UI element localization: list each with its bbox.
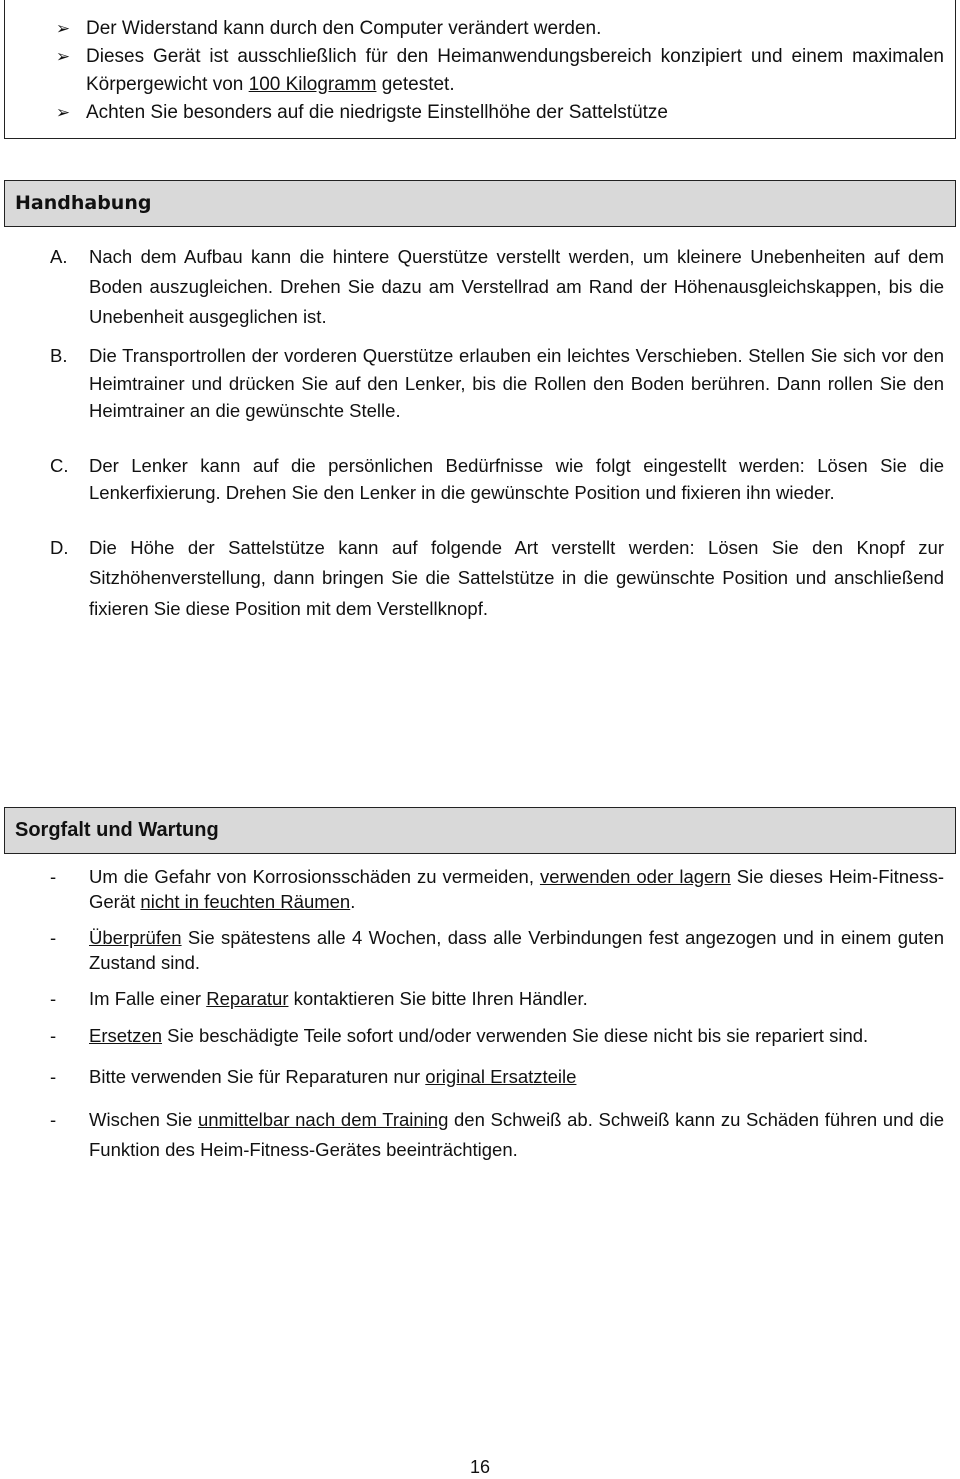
list-item bbox=[0, 1105, 960, 1165]
step-letter: A. bbox=[50, 246, 68, 267]
page-number: 16 bbox=[469, 1457, 491, 1477]
arrowhead-bullet-icon: ➢ bbox=[55, 47, 71, 66]
warning-text: Der Widerstand kann durch den Computer verändert werden. bbox=[86, 18, 602, 39]
dash-bullet: - bbox=[50, 866, 57, 887]
arrowhead-bullet-icon: ➢ bbox=[55, 103, 71, 122]
step-text: Nach dem Aufbau kann die hintere Querstütze verstellt werden, um kleinere Unebenheiten auf dem Boden auszugleichen. Drehen Sie dazu am Verstellrad am Rand der Höhenausgleichskappen, bis die Unebenheit ausgeglichen ist. bbox=[89, 246, 944, 327]
item-text: Sie dieses Heim-Fitness-Gerät bbox=[89, 866, 944, 912]
item-text: Im Falle einer bbox=[89, 988, 207, 1009]
warning-text: Achten Sie besonders auf die niedrigste Einstellhöhe der Sattelstütze bbox=[86, 102, 668, 123]
item-text: Sie beschädigte Teile sofort und/oder verwenden Sie diese nicht bis sie repariert sind. bbox=[162, 1025, 869, 1046]
underlined-text: Reparatur bbox=[206, 988, 289, 1009]
underlined-text: unmittelbar nach dem Training bbox=[197, 1109, 449, 1130]
dash-bullet: - bbox=[50, 1066, 57, 1087]
step-letter: D. bbox=[50, 536, 69, 558]
step-c bbox=[0, 452, 960, 507]
wartung-list bbox=[0, 864, 960, 1165]
step-d bbox=[0, 533, 960, 625]
handhabung-steps bbox=[0, 242, 960, 624]
warning-text-part: Dieses Gerät ist ausschließlich für den Heimanwendungsbereich konzipiert und einem maximalen Körpergewicht von bbox=[86, 46, 944, 95]
step-a bbox=[0, 242, 960, 332]
step-text: Der Lenker kann auf die persönlichen Bedürfnisse wie folgt eingestellt werden: Lösen Sie die Lenkerfixierung. Drehen Sie den Lenker in die gewünschte Position und fixieren ihn wieder. bbox=[89, 454, 944, 503]
warning-item bbox=[0, 15, 946, 43]
warning-text-part: getestet. bbox=[376, 74, 455, 95]
step-letter: C. bbox=[50, 454, 69, 476]
arrowhead-bullet-icon: ➢ bbox=[55, 19, 71, 38]
item-text: den Schweiß ab. Schweiß kann zu Schäden führen und die Funktion des Heim-Fitness-Gerätes beeinträchtigen. bbox=[89, 1109, 945, 1160]
item-text: Bitte verwenden Sie für Reparaturen nur bbox=[89, 1066, 426, 1087]
list-item bbox=[0, 1023, 960, 1048]
underlined-weight: 100 Kilogramm bbox=[248, 74, 377, 95]
section-heading-handhabung: Handhabung bbox=[4, 180, 956, 227]
item-text: . bbox=[350, 891, 356, 912]
item-text: Um die Gefahr von Korrosionsschäden zu vermeiden, bbox=[89, 866, 540, 887]
warning-text bbox=[86, 43, 946, 99]
step-text: Die Höhe der Sattelstütze kann auf folgende Art verstellt werden: Lösen Sie den Knopf zur Sitzhöhenverstellung, dann bringen Sie die Sattelstütze in die gewünschte Position und anschließend fixieren Sie diese Position mit dem Verstellknopf. bbox=[89, 536, 944, 619]
item-text: Sie spätestens alle 4 Wochen, dass alle Verbindungen fest angezogen und in einem guten Zustand sind. bbox=[89, 927, 944, 973]
warning-item bbox=[0, 99, 946, 127]
dash-bullet: - bbox=[50, 988, 57, 1009]
list-item bbox=[0, 925, 960, 975]
list-item bbox=[0, 986, 960, 1011]
underlined-text: Überprüfen bbox=[89, 927, 182, 948]
dash-bullet: - bbox=[50, 927, 57, 948]
list-item bbox=[0, 1064, 960, 1089]
dash-bullet: - bbox=[50, 1109, 57, 1130]
underlined-text: original Ersatzteile bbox=[425, 1066, 577, 1087]
underlined-text: verwenden oder lagern bbox=[539, 866, 731, 887]
item-text: kontaktieren Sie bitte Ihren Händler. bbox=[288, 988, 588, 1009]
underlined-text: Ersetzen bbox=[89, 1025, 163, 1046]
warning-list bbox=[0, 15, 946, 127]
section-heading-wartung: Sorgfalt und Wartung bbox=[4, 807, 956, 854]
step-b bbox=[0, 342, 960, 425]
warning-item bbox=[0, 43, 946, 99]
step-letter: B. bbox=[50, 345, 68, 366]
list-item bbox=[0, 864, 960, 914]
dash-bullet: - bbox=[50, 1025, 57, 1046]
item-text: Wischen Sie bbox=[89, 1109, 198, 1130]
step-text: Die Transportrollen der vorderen Querstütze erlauben ein leichtes Verschieben. Stellen Sie sich vor den Heimtrainer und drücken Sie auf den Lenker, bis die Rollen den Boden berühren. Dann rollen Sie den Heimtrainer an die gewünschte Stelle. bbox=[89, 345, 944, 421]
underlined-text: nicht in feuchten Räumen bbox=[140, 891, 351, 912]
